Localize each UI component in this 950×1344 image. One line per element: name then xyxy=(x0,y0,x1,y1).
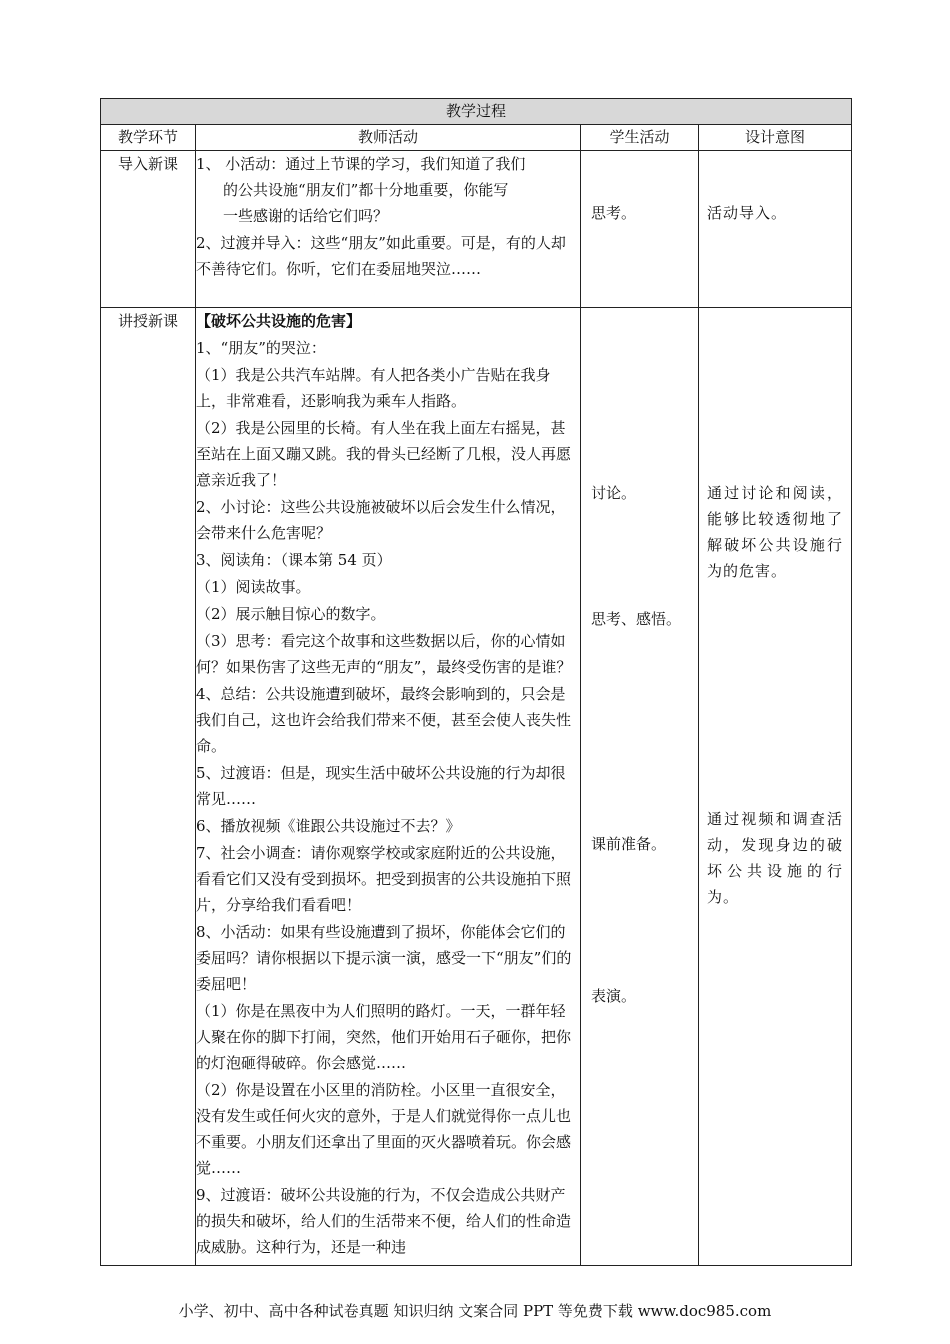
teacher-line: 6、播放视频《谁跟公共设施过不去？》 xyxy=(196,817,461,835)
student-cell xyxy=(581,308,699,1266)
table-title: 教学过程 xyxy=(101,99,852,125)
student-activity: 表演。 xyxy=(591,987,637,1005)
teacher-line: 1、“朋友”的哭泣： xyxy=(196,339,326,357)
teacher-line: （2）我是公园里的长椅。有人坐在我上面左右摇晃，甚至站在上面又蹦又跳。我的骨头已经断了几根，没人再愿意亲近我了！ xyxy=(196,419,572,489)
design-intent: 通过视频和调查活动，发现身边的破坏公共设施的行为。 xyxy=(707,810,844,906)
header-intent: 设计意图 xyxy=(699,125,852,151)
teacher-line: （2）展示触目惊心的数字。 xyxy=(196,605,386,623)
page-footer: 小学、初中、高中各种试卷真题 知识归纳 文案合同 PPT 等免费下载 www.doc985.com xyxy=(178,1302,772,1320)
teacher-line: 的公共设施“朋友们”都十分地重要，你能写 xyxy=(223,181,509,199)
teacher-line: 9、过渡语：破坏公共设施的行为，不仅会造成公共财产的损失和破坏，给人们的生活带来不便，给人们的性命造成威胁。这种行为，还是一种违 xyxy=(196,1186,572,1256)
teacher-line: 8、小活动：如果有些设施遭到了损坏，你能体会它们的委屈吗？请你根据以下提示演一演，感受一下“朋友”们的委屈吧！ xyxy=(196,923,572,993)
teacher-cell xyxy=(196,308,581,1266)
teacher-cell xyxy=(196,151,581,308)
lesson-process-table xyxy=(100,98,852,1266)
student-activity: 课前准备。 xyxy=(591,835,667,853)
header-stage: 教学环节 xyxy=(101,125,196,151)
teacher-line: （1）你是在黑夜中为人们照明的路灯。一天，一群年轻人聚在你的脚下打闹，突然，他们开始用石子砸你，把你的灯泡砸得破碎。你会感觉…… xyxy=(196,1002,572,1072)
teacher-line: 2、过渡并导入：这些“朋友”如此重要。可是，有的人却不善待它们。你听，它们在委屈地哭泣…… xyxy=(196,234,566,278)
table-header-row xyxy=(101,125,852,151)
teacher-line: 2、小讨论：这些公共设施被破坏以后会发生什么情况，会带来什么危害呢？ xyxy=(196,498,566,542)
teacher-line: 4、总结：公共设施遭到破坏，最终会影响到的，只会是我们自己，这也许会给我们带来不便，甚至会使人丧失性命。 xyxy=(196,685,572,755)
teacher-line: （3）思考：看完这个故事和这些数据以后，你的心情如何？如果伤害了这些无声的“朋友”，最终受伤害的是谁？ xyxy=(196,632,572,676)
intent-cell xyxy=(699,151,852,308)
teacher-line: （2）你是设置在小区里的消防栓。小区里一直很安全，没有发生或任何火灾的意外，于是人们就觉得你一点儿也不重要。小朋友们还拿出了里面的灭火器喷着玩。你会感觉…… xyxy=(196,1081,572,1177)
table-row-lecture xyxy=(101,308,852,1266)
teacher-line: 一些感谢的话给它们吗？ xyxy=(223,207,389,225)
header-student: 学生活动 xyxy=(581,125,699,151)
student-activity: 思考。 xyxy=(591,204,637,222)
design-intent: 通过讨论和阅读，能够比较透彻地了解破坏公共设施行为的危害。 xyxy=(707,484,844,580)
student-activity: 思考、感悟。 xyxy=(591,610,682,628)
student-activity: 讨论。 xyxy=(591,484,637,502)
design-intent: 活动导入。 xyxy=(707,204,788,222)
header-teacher: 教师活动 xyxy=(196,125,581,151)
student-cell xyxy=(581,151,699,308)
teacher-line: 5、过渡语：但是，现实生活中破坏公共设施的行为却很常见…… xyxy=(196,764,566,808)
teacher-line: 1、 小活动：通过上节课的学习，我们知道了我们 xyxy=(196,155,526,173)
section-heading: 【破坏公共设施的危害】 xyxy=(196,312,362,330)
table-row-intro xyxy=(101,151,852,308)
stage-cell: 导入新课 xyxy=(101,151,196,308)
stage-cell: 讲授新课 xyxy=(101,308,196,1266)
teacher-line: 3、阅读角：（课本第 54 页） xyxy=(196,551,392,569)
teacher-line: （1）我是公共汽车站牌。有人把各类小广告贴在我身上，非常难看，还影响我为乘车人指路。 xyxy=(196,366,551,410)
teacher-line: 7、社会小调查：请你观察学校或家庭附近的公共设施，看看它们又没有受到损坏。把受到损害的公共设施拍下照片，分享给我们看看吧！ xyxy=(196,844,572,914)
teacher-line: （1）阅读故事。 xyxy=(196,578,311,596)
intent-cell xyxy=(699,308,852,1266)
